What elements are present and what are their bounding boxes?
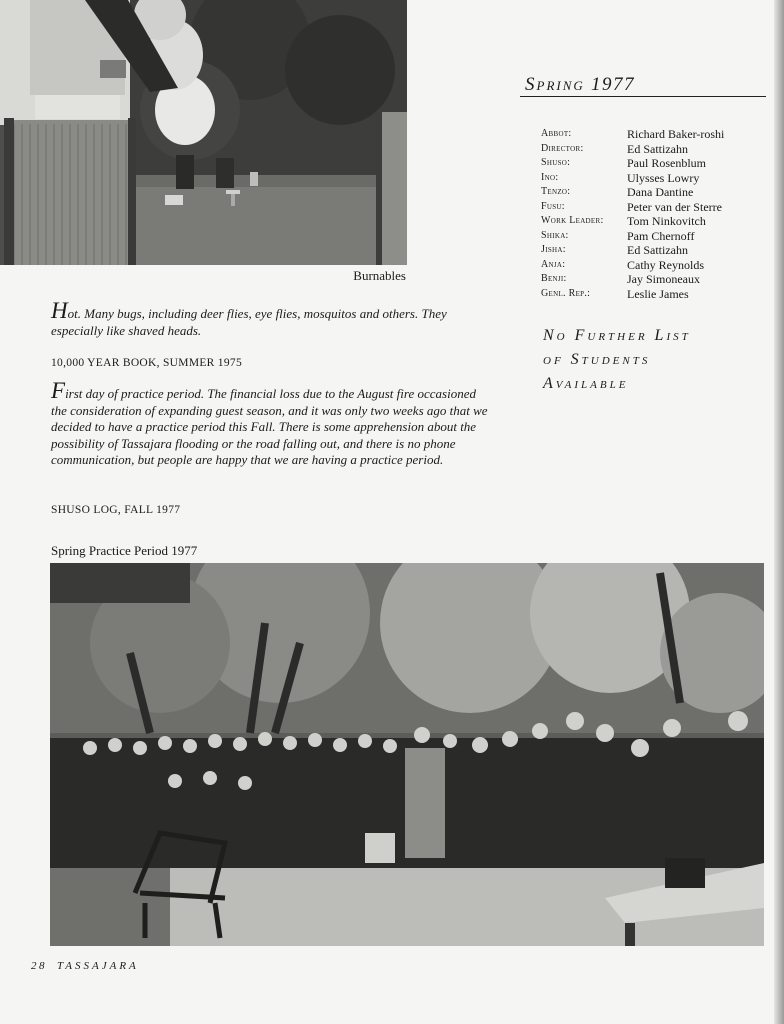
staff-role: Abbot: xyxy=(541,128,572,139)
staff-list xyxy=(541,127,771,301)
quote-summer-1975 xyxy=(51,298,491,339)
staff-row xyxy=(541,258,771,273)
season-heading xyxy=(525,74,765,96)
drop-cap: H xyxy=(51,298,68,323)
burnables-caption: Burnables xyxy=(353,268,406,283)
quote-source: SHUSO LOG, FALL 1977 xyxy=(51,504,181,516)
quote-fall-1977 xyxy=(51,378,491,469)
staff-name: Ulysses Lowry xyxy=(627,170,700,185)
staff-row xyxy=(541,171,771,186)
drop-cap: F xyxy=(51,378,66,403)
staff-row xyxy=(541,127,771,142)
staff-role: Jisha: xyxy=(541,244,566,255)
staff-role: Work Leader: xyxy=(541,215,604,226)
staff-name: Tom Ninkovitch xyxy=(627,214,706,228)
staff-row xyxy=(541,156,771,171)
group-photo xyxy=(50,563,764,946)
quote-text: irst day of practice period. The financial loss due to the August fire occasioned the consideration of expanding guest season, and it was only two weeks ago that we decided to have a practice period this Fall. There is some apprehension about the possibility of Tassajara flooding or the road falling out, and there is no phone communication, but people are happy that we are having a practice period. xyxy=(51,386,488,467)
staff-row xyxy=(541,142,771,157)
staff-name: Paul Rosenblum xyxy=(627,156,707,170)
staff-name: Dana Dantine xyxy=(627,185,694,199)
no-student-list-note xyxy=(543,324,763,396)
group-photo-caption: Spring Practice Period 1977 xyxy=(51,543,198,558)
publication-name: TASSAJARA xyxy=(57,960,139,972)
staff-name: Pam Chernoff xyxy=(627,228,695,243)
season-word: Spring xyxy=(525,74,585,95)
staff-name: Cathy Reynolds xyxy=(627,257,704,272)
staff-row xyxy=(541,272,771,287)
staff-role: Director: xyxy=(541,142,584,154)
staff-role: Fusu: xyxy=(541,200,565,212)
quote-source: 10,000 YEAR BOOK, SUMMER 1975 xyxy=(51,357,243,369)
staff-row xyxy=(541,287,771,302)
no-list-line-1: No Further List xyxy=(543,327,691,344)
season-year: 1977 xyxy=(591,74,636,95)
staff-name: Richard Baker-roshi xyxy=(627,127,725,141)
staff-role: Benji: xyxy=(541,273,567,284)
staff-name: Leslie James xyxy=(627,286,689,301)
staff-role: Shika: xyxy=(541,229,569,241)
staff-row xyxy=(541,185,771,200)
staff-row xyxy=(541,214,771,229)
no-list-line-2: of Students xyxy=(543,351,651,368)
heading-rule xyxy=(520,96,766,97)
staff-role: Anja: xyxy=(541,258,566,270)
quote-text: ot. Many bugs, including deer flies, eye flies, mosquitos and others. They especially like shaved heads. xyxy=(51,306,447,338)
staff-name: Peter van der Sterre xyxy=(627,199,722,214)
page-footer xyxy=(31,960,139,972)
staff-row xyxy=(541,200,771,215)
staff-role: Shuso: xyxy=(541,157,571,168)
staff-role: Ino: xyxy=(541,171,559,183)
burnables-photo xyxy=(0,0,407,265)
page-edge-shadow xyxy=(774,0,784,1024)
staff-name: Ed Sattizahn xyxy=(627,243,688,257)
staff-row xyxy=(541,229,771,244)
no-list-line-3: Available xyxy=(543,375,629,392)
staff-row xyxy=(541,243,771,258)
staff-role: Tenzo: xyxy=(541,186,571,197)
page-number: 28 xyxy=(31,960,47,972)
staff-name: Jay Simoneaux xyxy=(627,272,700,286)
staff-role: Genl. Rep.: xyxy=(541,287,591,299)
staff-name: Ed Sattizahn xyxy=(627,141,688,156)
